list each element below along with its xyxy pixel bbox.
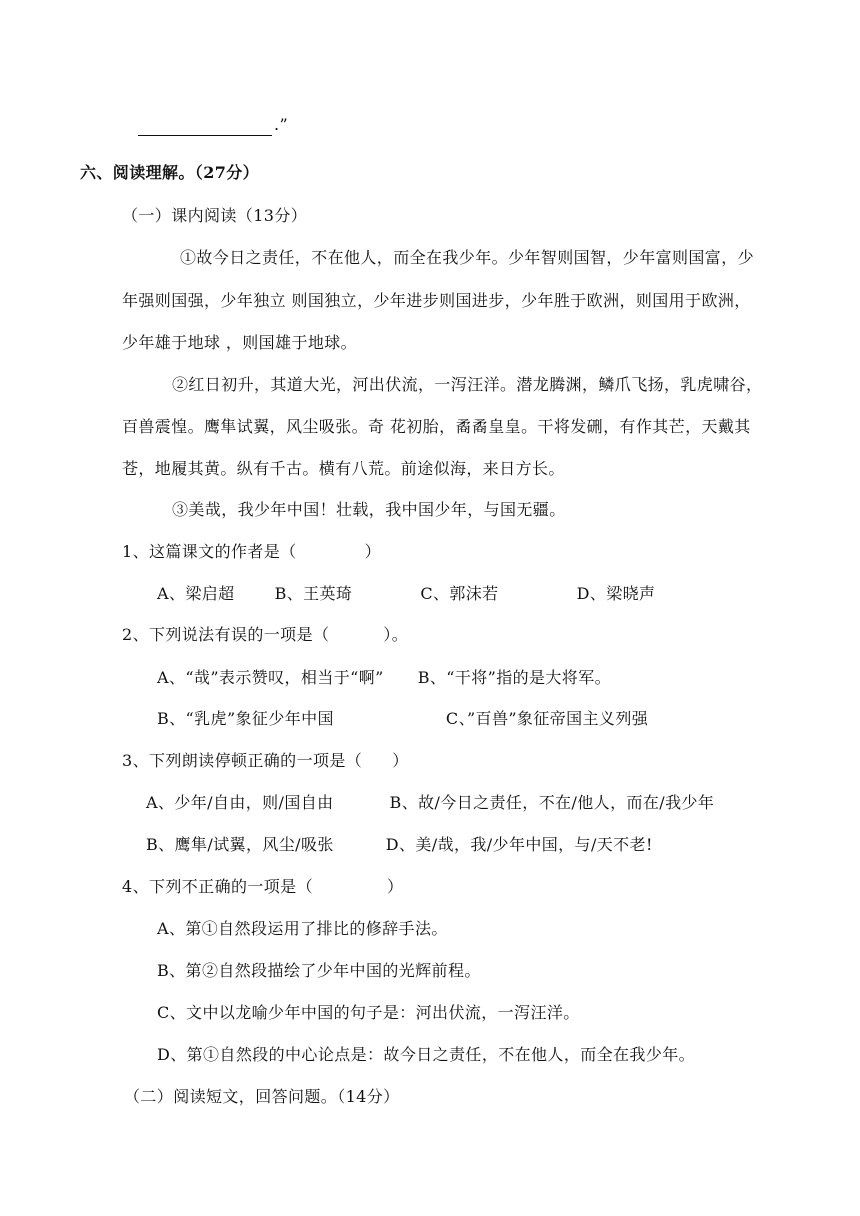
section-title: 六、阅读理解。（27分） — [80, 163, 260, 182]
q1-option-a: A、梁启超 — [157, 584, 235, 603]
q1-close: ） — [364, 542, 381, 561]
q2-stem — [122, 624, 408, 646]
q2-options-row1 — [157, 667, 611, 689]
q3-option-b: B、故/今日之责任，不在/他人，而在/我少年 — [389, 793, 715, 812]
answer-blank[interactable] — [138, 119, 272, 136]
q1-options — [157, 583, 655, 605]
q1-option-c: C、郭沫若 — [420, 584, 499, 603]
q2-stem-text: 2、下列说法有误的一项是（ — [122, 625, 330, 644]
q3-options-row1 — [146, 792, 714, 814]
q4-option-c: C、文中以龙喻少年中国的句子是：河出伏流，一泻汪洋。 — [157, 1003, 580, 1022]
para1-line1: ①故今日之责任，不在他人，而全在我少年。少年智则国智，少年富则国富，少 — [180, 248, 755, 267]
fill-blank-line — [138, 114, 288, 136]
para2-line1: ②红日初升，其道大光，河出伏流，一泻汪洋。潜龙腾渊，鳞爪飞扬，乳虎啸谷， — [172, 375, 763, 394]
q2-close: ）。 — [383, 625, 409, 644]
q3-close: ） — [392, 751, 409, 770]
q1-option-d: D、梁晓声 — [576, 584, 656, 603]
q4-option-a: A、第①自然段运用了排比的修辞手法。 — [157, 919, 448, 938]
q2-options-row2 — [157, 708, 648, 730]
q2-option-a: A、“哉”表示赞叹，相当于“啊” — [157, 668, 384, 687]
q2-option-b2: B、“乳虎”象征少年中国 — [157, 709, 334, 728]
q2-option-b: B、“干将”指的是大将军。 — [417, 668, 612, 687]
part2-title: （二）阅读短文，回答问题。（14分） — [124, 1087, 400, 1106]
q3-option-b2: B、鹰隼/试翼，风尘/吸张 — [146, 835, 334, 854]
q3-options-row2 — [146, 834, 653, 856]
q1-option-b: B、王英琦 — [274, 584, 353, 603]
q4-stem-text: 4、下列不正确的一项是（ — [122, 877, 313, 896]
q1-stem — [122, 541, 381, 563]
q2-option-c: C、”百兽”象征帝国主义列强 — [445, 709, 649, 728]
para1-line2: 年强则国强，少年独立 则国独立，少年进步则国进步，少年胜于欧洲，则国用于欧洲， — [122, 291, 751, 310]
q3-option-a: A、少年/自由，则/国自由 — [146, 793, 334, 812]
para3: ③美哉，我少年中国！壮载，我中国少年，与国无疆。 — [172, 500, 566, 519]
para2-line3: 苍，地履其黄。纵有千古。横有八荒。前途似海，来日方长。 — [122, 459, 565, 478]
q3-option-d: D、美/哉，我/少年中国，与/天不老! — [385, 835, 653, 854]
q4-stem — [122, 876, 403, 898]
para1-line3: 少年雄于地球 ，则国雄于地球。 — [122, 333, 358, 352]
fill-blank-tail: .” — [274, 115, 289, 134]
part1-title: （一）课内阅读（13分） — [122, 206, 308, 225]
q1-stem-text: 1、这篇课文的作者是（ — [122, 542, 297, 561]
q4-option-b: B、第②自然段描绘了少年中国的光辉前程。 — [157, 961, 481, 980]
para2-line2: 百兽震惶。鹰隼试翼，风尘吸张。奇 花初胎，矞矞皇皇。干将发硎，有作其芒，天戴其 — [122, 417, 751, 436]
q3-stem-text: 3、下列朗读停顿正确的一项是（ — [122, 751, 363, 770]
q4-option-d: D、第①自然段的中心论点是：故今日之责任，不在他人，而全在我少年。 — [157, 1045, 696, 1064]
q4-close: ） — [386, 877, 404, 896]
q3-stem — [122, 750, 409, 772]
